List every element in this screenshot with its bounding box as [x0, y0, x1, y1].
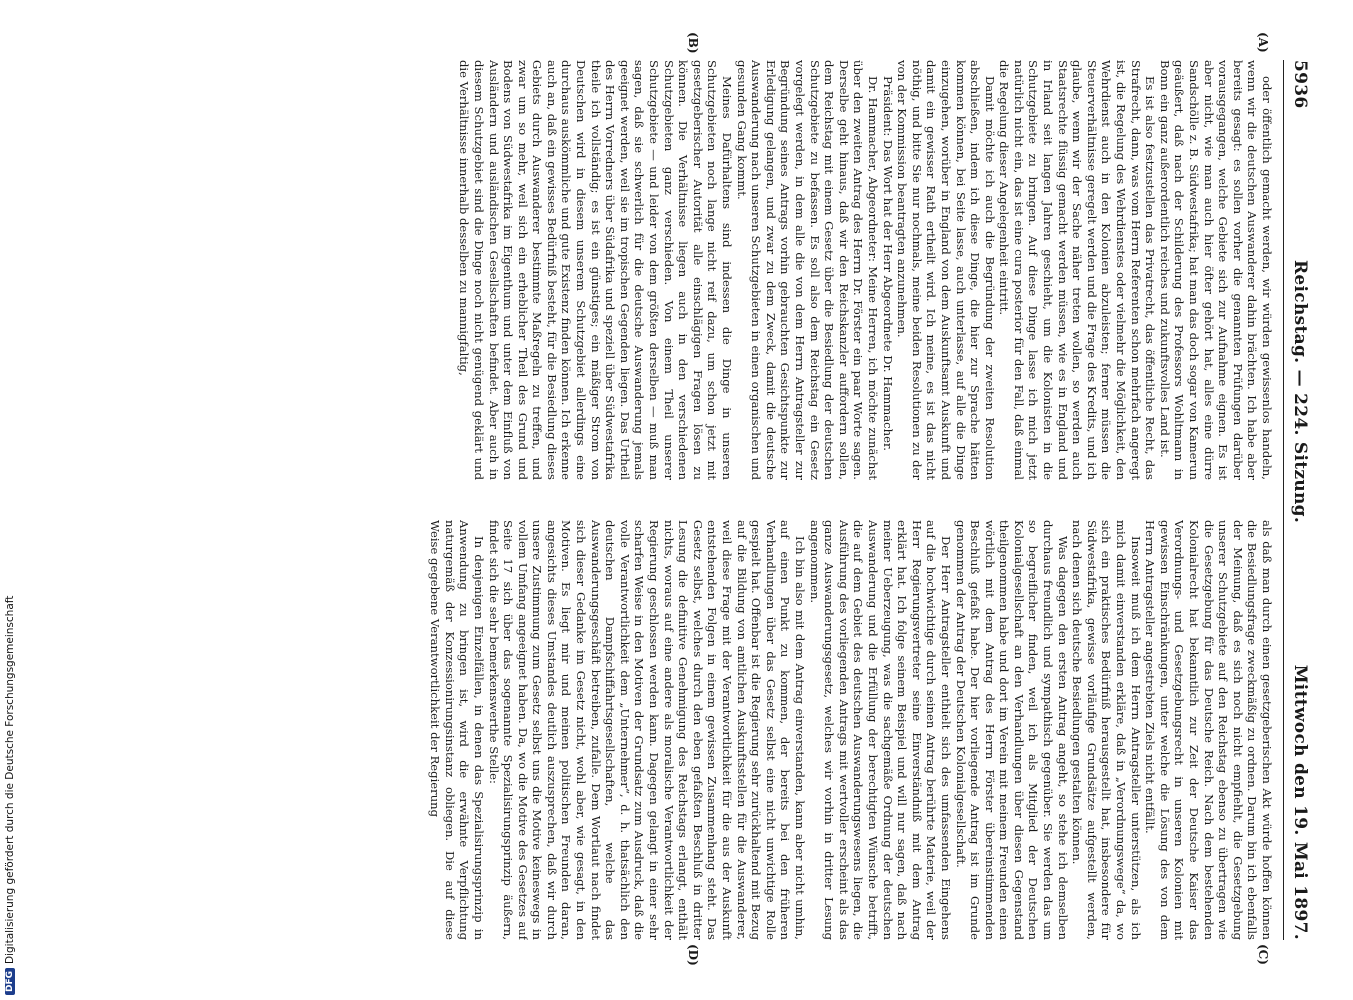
paragraph: Der Herr Antragsteller enthielt sich des umfassenden Eingehens auf die hochwichtige durch seinen Antrag berührte Materie, weil der Herr Regierungsvertreter seine Einverständniß mit dem Antrag erklärt hat. Ich folge seinem Beispiel und will nur sagen, daß nach meiner Ueberzeugung, was die sachgemäße Ordnung der deutschen Auswanderung und die Erfüllung der berechtigten Wünsche betrifft, die auf dem Gebiet des deutschen Auswanderungswesens liegen, die Ausführung des vorliegenden Antrags mit wertvoller erscheint als das ganze Auswanderungsgesetz, welches wir vorhin in dritter Lesung angenommen.	[807, 520, 953, 940]
credit-text: Digitalisierung gefördert durch die Deutsche Forschungsgemeinschaft	[4, 595, 16, 964]
paragraph: oder öffentlich gemacht werden, wir würden gewissenlos handeln, wenn wir die deutschen Auswanderer dahin brächten. Ich habe aber bereits gesagt: es sollen vorher die genannten Prüfungen darüber vorausgegangen, welche Gebiete sich zur Aufnahme eignen. Es ist aber nicht, wie man auch hier öfter gehört hat, alles eine dürre Sandschölle z. B. Südwestafrika; hat man das doch sogar von Kamerun geäußert, daß nach der Schilderung des Professors Wohltmann in Bonn ein ganz außerordentlich reiches und zukunftsvolles Land ist.	[1157, 60, 1274, 480]
session-date: Mittwoch den 19. Mai 1897.	[1290, 664, 1310, 940]
paragraph: Dr. Hammacher, Abgeordneter: Meine Herren, ich möchte zunächst über den zweiten Antrag des Herrn Dr. Förster ein paar Worte sagen. Derselbe geht hinaus, daß wir den Reichskanzler auffordern sollen, dem Reichstag mit einem Gesetz über die Besiedlung der deutschen Schutzgebiete zu befassen. Es soll also dem Reichstag ein Gesetz vorgelegt werden, in dem alle die von dem Herrn Antragsteller zur Begründung seines Antrags vorhin gebrauchten Gesichtspunkte zur Erledigung gelangen, und zwar zu dem Zweck, damit die deutsche Auswanderung nach unseren Schutzgebieten in einen organischen und gesunden Gang kommt.	[734, 60, 880, 480]
paragraph: Meines Dafürhaltens sind indessen die Dinge in unseren Schutzgebieten noch lange nicht reif dazu, um schon jetzt mit gesetzgeberischer Autorität alle einschlägigen Fragen lösen zu können. Die Verhältnisse liegen auch in den verschiedenen Schutzgebieten ganz verschieden. Von einem Theil unserer Schutzgebiete — und leider von dem größten derselben — muß man sagen, daß sie schwerlich für die deutsche Auswanderung jemals geeignet werden, weil sie im tropischen Gegenden liegen. Das Urtheil des Herrn Vorredners über Südafrika und speziell über Südwestafrika theile ich vollständig; es ist ein günstiges; ein mäßiger Strom von Deutschen wird in diesem unserem Schutzgebiet allerdings eine durchaus auskömmliche und gute Existenz finden können. Ich erkenne auch an, daß ein gewisses Bedürfniß besteht, für die Besiedlung dieses Gebiets durch Auswanderer bestimmte Maßregeln zu treffen, und zwar um so mehr, weil sich ein erheblicher Theil des Grund und Bodens von Südwestafrika im Eigenthum und unter dem Einfluß von Ausländern und ausländischen Gesellschaften befindet. Aber auch in diesem Schutzgebiet sind die Dinge noch nicht genügend geklärt und die Verhältnisse innerhalb desselben zu mannigfaltig,	[457, 60, 735, 480]
margin-letter-d: (D)	[686, 944, 700, 966]
rotated-page	[70, 32, 1310, 966]
paragraph: Was dagegen den ersten Antrag angeht, so stehe ich demselben durchaus freundlich und sympathisch gegenüber. Sie werden das um so begreiflicher finden, weil ich als Mitglied der Deutschen Kolonialgesellschaft an den Verhandlungen über diesen Gegenstand theilgenommen habe und dort im Verein mit meinem Freunden einen wörtlich mit dem Antrag des Herrn Förster übereinstimmenden Beschluß gefaßt habe. Der hier vorliegende Antrag ist im Grunde genommen der Antrag der Deutschen Kolonialgesellschaft.	[953, 520, 1070, 940]
paragraph: Damit möchte ich auch die Begründung der zweiten Resolution abschließen, indem ich diese Dinge, die hier zur Sprache hätten kommen können, bei Seite lasse, auch unterlasse, auf alle die Dinge einzugehen, worüber in England von dem Auskunftsamt Auskunft und damit ein gewisser Rath ertheilt wird. Ich meine, es ist das nicht nöthig, und bitte Sie nur nochmals, meine beiden Resolutionen zu der von der Kommission beantragten anzunehmen.	[895, 60, 997, 480]
margin-letter-c: (C)	[1256, 944, 1270, 965]
digitization-credit	[4, 596, 16, 995]
margin-letter-b: (B)	[686, 32, 700, 54]
paragraph: In denjenigen Einzelfällen, in denen das Spezialisirungsprinzip in Anwendung zu bringen ist, wird die erwähnte Verpflichtung naturgemäß der Konzessionirungsinstanz obliegen. Die auf diese Weise gegebene Verantwortlichkeit der Regierung	[428, 520, 486, 940]
page-header	[1283, 60, 1310, 940]
dfg-logo: DFG	[5, 968, 15, 995]
right-column	[144, 520, 1274, 940]
paragraph: Es ist also festzustellen das Privatrecht, das öffentliche Recht, das Strafrecht, dann, was vom Herrn Referenten schon mehrfach angeregt ist, die Regelung des Wehrdienstes oder vielmehr die Möglichkeit, den Wehrdienst auch in den Kolonien abzuleisten; ferner müssen die Steuerverhältnisse geregelt werden und die Frage des Kredits, und ich glaube, wenn wir der Sache näher treten wollen, so werden auch Staatsrechte flüssig gemacht werden müssen, wie es in England und in Irland seit langen Jahren geschieht, um die Kolonisten in die Schutzgebiete zu bringen. Auf diese Dinge lasse ich mich jetzt natürlich nicht ein, das ist eine cura posterior für den Fall, daß einmal die Regelung dieser Angelegenheit eintritt.	[997, 60, 1158, 480]
paragraph: Präsident: Das Wort hat der Herr Abgeordnete Dr. Hammacher.	[880, 76, 895, 451]
left-column	[144, 60, 1274, 480]
page-title: Reichstag. — 224. Sitzung.	[1290, 260, 1310, 524]
paragraph: Ich bin also mit dem Antrag einverstanden, kann aber nicht umhin, auf einen Punkt zu kommen, der bereits bei den früheren Verhandlungen über das Gesetz selbst eine nicht unwichtige Rolle gespielt hat. Offenbar ist die Regierung sehr zurückhaltend mit Bezug auf die Bildung von amtlichen Auskunftsstellen für die Auswanderer, weil diese Frage mit der Verantwortlichkeit für die aus der Auskunft entstehenden Folgen in einem gewissen Zusammenhang steht. Das Gesetz selbst, welches durch den eben gefaßten Beschluß in dritter Lesung die definitive Genehmigung des Reichstags erlangt, enthält nichts, woraus auf eine andere als moralische Verantwortlichkeit der Regierung geschlossen werden kann. Dagegen gelangt in einer sehr scharfen Weise in den Motiven der Grundsatz zum Ausdruck, daß die volle Verantwortlichkeit dem „Unternehmer“, d. h. thatsächlich den deutschen Dampfschiffahrtsgesellschaften, welche das Auswanderungsgeschäft betreiben, zufalle. Dem Wortlaut nach findet sich dieser Gedanke im Gesetz nicht, wohl aber, wie gesagt, in den Motiven. Es liegt mir und meinen politischen Freunden daran, angesichts dieses Umstandes deutlich auszusprechen, daß wir durch unsere Zustimmung zum Gesetz selbst uns die Motive keineswegs in vollem Umfang angeeignet haben. Da, wo die Motive des Gesetzes auf Seite 17 sich über das sogenannte Spezialisirungsprinzip äußern, findet sich die sehr bemerkenswerthe Stelle:	[486, 520, 807, 940]
margin-letter-a: (A)	[1256, 32, 1270, 53]
page-number: 5936	[1290, 60, 1310, 109]
paragraph: als daß man durch einen gesetzgeberischen Akt würde hoffen können die Besiedlungsfrage zweckmäßig zu ordnen. Darum bin ich ebenfalls der Meinung, daß es sich noch nicht empfiehlt, die Gesetzgebung unserer Schutzgebiete auf den Reichstag ebenso zu übertragen wie die Gesetzgebung für das Deutsche Reich. Nach dem bestehenden Kolonialrecht hat bekanntlich zur Zeit der Deutsche Kaiser das Verordnungs- und Gesetzgebungsrecht in unseren Kolonien mit gewissen Einschränkungen, unter welche die Lösung des von dem Herrn Antragsteller angestrebten Ziels nicht entfällt.	[1143, 520, 1274, 940]
paragraph: Insoweit muß ich dem Herrn Antragsteller unterstützen, als ich mich damit einverstanden erkläre, daß in „Verordnungswege“ da, wo sich ein praktisches Bedürfniß herausgestellt hat, insbesondere für Südwestafrika, gewisse vorläufige Grundsätze aufgestellt werden, nach denen sich deutsche Besiedlungen gestalten können.	[1070, 520, 1143, 940]
